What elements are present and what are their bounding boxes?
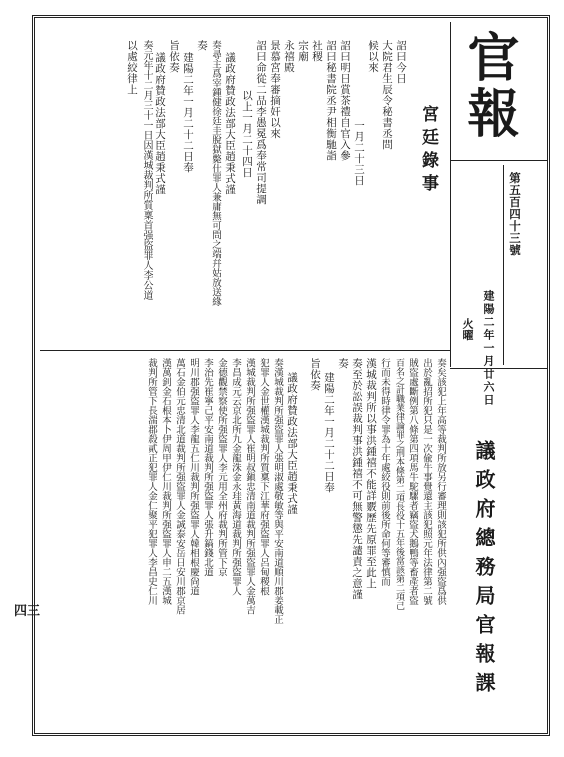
lower-column: 建陽二年一月二十二日奉 (323, 372, 335, 493)
lower-column: 行而未得時律令罪為十年處絞役則前後所命何等審慎而 (379, 358, 390, 586)
masthead-underline (450, 160, 547, 161)
upper-column: 旨依奏 (168, 40, 180, 73)
lower-column: 奏至於訟誤裁判事洪鍾禧不可無警懲先譴責之意謹 (351, 358, 363, 600)
lower-column: 出於亂招所犯只是一次偸牛事覺還主該犯照元年法律第二號 (421, 358, 432, 605)
lower-column: 犯罪人金世權漢城裁判所質稟下江華府强盜罪人呂甸稷根 (258, 358, 269, 596)
upper-column: 詔曰秘書院丞尹相衡馳詣 (325, 40, 337, 161)
lower-column: 李治先崔寧己平安南道裁判所强盜罪人張升鎬錢北道 (202, 358, 213, 577)
lower-column: 奏漢城裁判所强盜罪人張明淑處敬敏等與平安南道順川郡姜載正 (272, 358, 283, 624)
issue-date: 建陽二年一月廿六日 (482, 290, 495, 407)
publisher-title: 議政府總務局官報課 (472, 440, 496, 701)
masthead-divider (450, 22, 451, 367)
lower-column: 萬石金伯元忠清北道裁判所强盜罪人金誠泰安岳日安川郡京居 (174, 358, 185, 615)
lower-column: 賊盜處斷例第八條第四項馬牛駝騾者竊盜犬鵝鴨等畜產者盜 (407, 358, 418, 605)
lower-column: 奏 (337, 358, 349, 369)
lower-column: 議政府贊政法部大臣趙秉式謹 (286, 372, 298, 515)
lower-column: 漢城裁判所强盜罪人崔明叔鎭忠清南道裁判所强盜罪人金萬吉 (244, 358, 255, 615)
page-number: 四三 (14, 604, 41, 619)
lower-column: 旨依奏 (309, 358, 321, 391)
register-divider (40, 350, 450, 351)
section-title: 宮廷錄事 (418, 105, 438, 197)
header-bottom-rule (450, 368, 547, 369)
upper-column: 以處絞律上 (126, 40, 138, 95)
issue-weekday: 火曜 (461, 318, 474, 341)
lower-column: 漢萬釗金石根本卜伊周甲伊仁川裁判所强盜罪人申二五漢城 (160, 358, 171, 605)
upper-column: 建陽二年一月二十二日奉 (182, 52, 194, 173)
upper-column: 議政府贊政法部大臣趙秉式謹 (154, 52, 166, 195)
upper-column: 議政府贊政法部大臣趙秉式謹 (224, 52, 236, 195)
lower-column: 明川郡强盜罪人李龍五仁川裁判所强盜罪人韓相根慶尙道 (188, 358, 199, 596)
lower-column: 百名之計職業律論罪之刑本條第二項長役十五年後當該第二項己 (394, 358, 404, 610)
lower-column: 裁判所管下長湍郡殺貳正犯罪人金仁聚平犯罪人李昌史仁川 (146, 358, 157, 605)
upper-column: 詔曰明日賞茶禮自官入參 (339, 40, 351, 161)
lower-column: 李昌成元云京北所九金龍洙金永珪黃海道裁判所强盜罪人 (230, 358, 241, 596)
upper-column: 詔曰命從二品李愚冕爲奉常司提調 (255, 40, 267, 205)
upper-column: 社稷 (311, 40, 323, 62)
masthead-title: 官報 (458, 30, 519, 142)
upper-column: 候以來 (367, 40, 379, 73)
upper-column: 一月二十三日 (353, 120, 365, 186)
issue-number: 第五百四十三號 (508, 172, 522, 256)
upper-column: 詔曰今日 (395, 40, 407, 84)
upper-column: 宗廟 (297, 40, 309, 62)
lower-column: 金德觀禁察使所强盜罪人李元用全州府裁判所管下京 (216, 358, 227, 577)
upper-column: 奏 (196, 40, 208, 51)
issue-divider (503, 165, 504, 365)
upper-column: 奏元年十二月三十一日因漢城裁判所質稟首强盜罪人李公道 (141, 40, 152, 300)
lower-column: 漢城裁判所以事洪鍾禧不能詳覈歷先原罪至此上 (365, 358, 377, 589)
lower-column: 奏矣該犯上年高等裁判所放另行審理則該犯所供內强盜爲供 (435, 358, 446, 605)
upper-column: 景慕宮奉審摘奸以來 (269, 40, 281, 139)
upper-column: 奏尋主爲宰鍾健徐廷圭脫獄斃仕罪人兼庸無可問之端幷姑放送緣 (210, 40, 221, 306)
upper-column: 永禧殿 (283, 40, 295, 73)
upper-column: 大院君生辰令秘書丞問 (381, 40, 393, 150)
upper-column: 以上一月二十四日 (241, 90, 253, 178)
